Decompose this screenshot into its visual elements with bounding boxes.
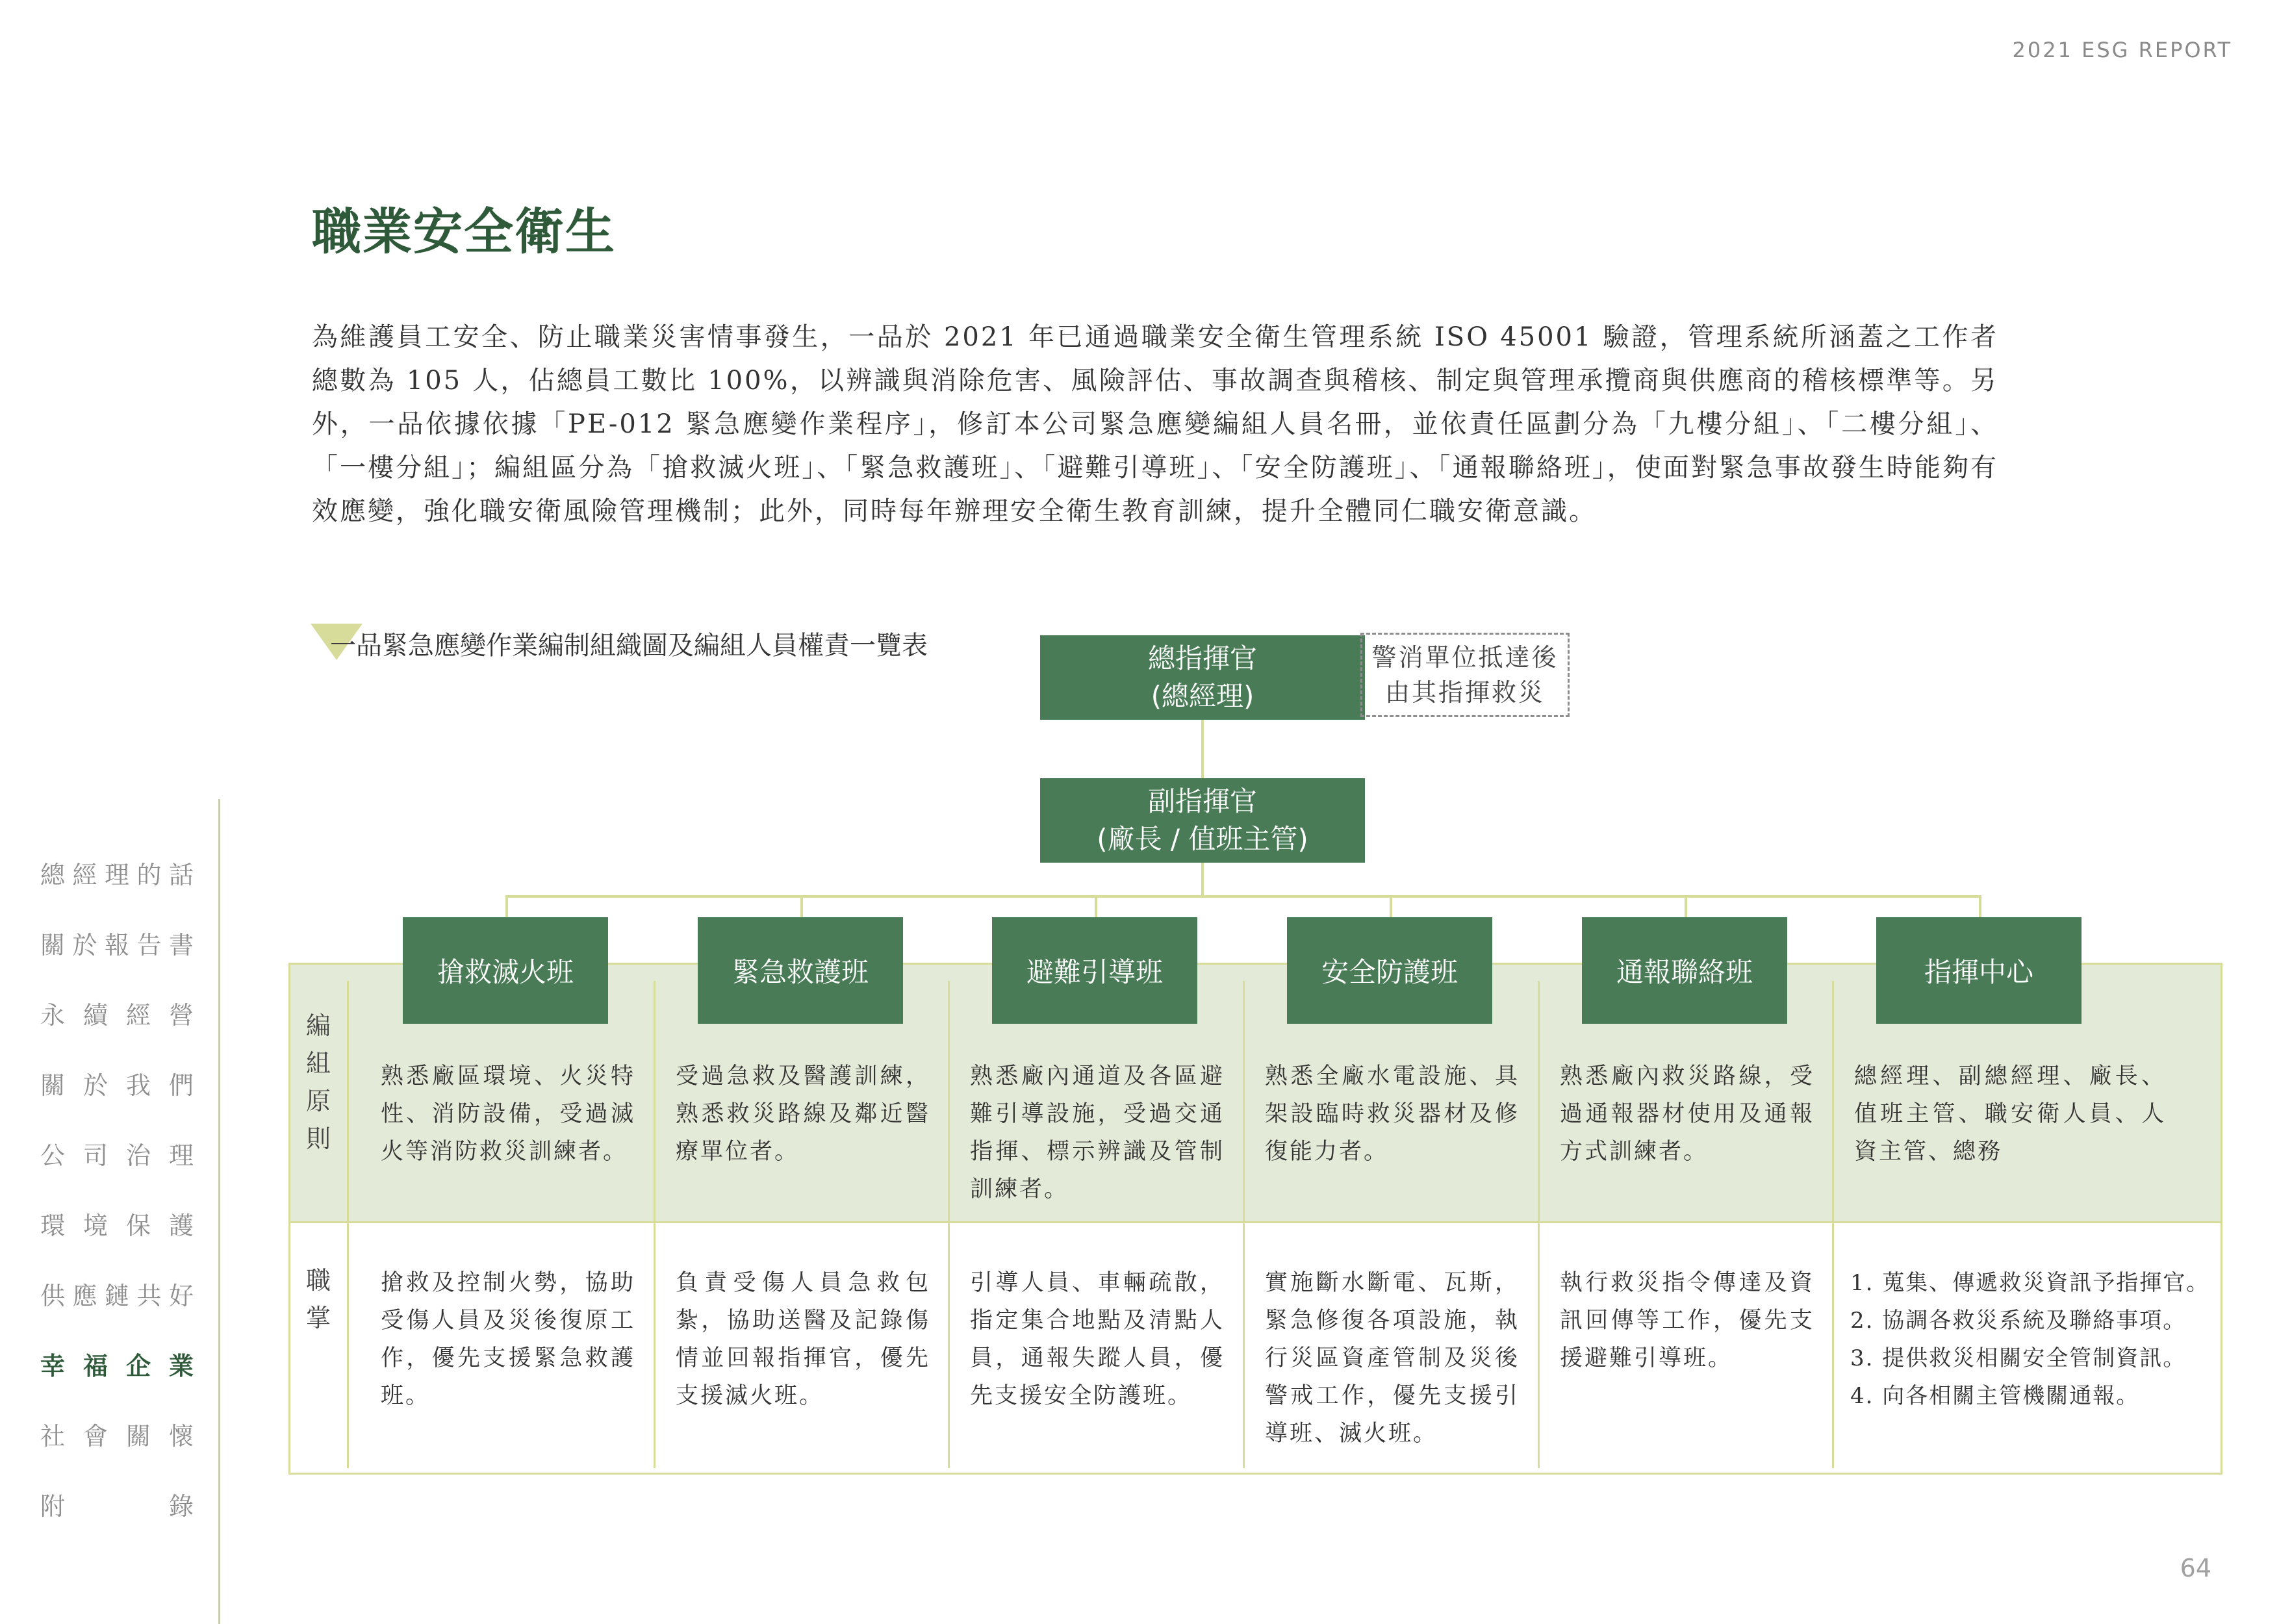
team-box-rescue-fire: 搶救滅火班 xyxy=(403,917,608,1024)
intro-paragraph: 為維護員工安全、防止職業災害情事發生，一品於 2021 年已通過職業安全衛生管理系統 ISO 45001 驗證，管理系統所涵蓋之工作者總數為 105 人，佔總員工數比 100%，以辨識與消除危害、風險評估、事故調查與稽核、制定與管理承攬商與供應商的稽核標準等。另外，一品依據依據「PE-012 緊急應變作業程序」，修訂本公司緊急應變編組人員名冊，並依責任區劃分為「九樓分組」、「二樓分組」、「一樓分組」；編組區分為「搶救滅火班」、「緊急救護班」、「避難引導班」、「安全防護班」、「通報聯絡班」，使面對緊急事故發生時能夠有效應變，強化職安衛風險管理機制；此外，同時每年辦理安全衛生教育訓練，提升全體同仁職安衛意識。 xyxy=(312,322,1998,526)
side-nav xyxy=(0,799,221,1611)
duty-cell-evacuation: 引導人員、車輛疏散，指定集合地點及清點人員，通報失蹤人員，優先支援安全防護班。 xyxy=(970,1270,1225,1409)
page-number: 64 xyxy=(2180,1554,2211,1582)
connector-drop-4 xyxy=(1390,895,1392,919)
duty-list-item: 1. 蒐集、傳遞救災資訊予指揮官。 xyxy=(1850,1270,2210,1296)
column-divider-3 xyxy=(1243,981,1245,1468)
connector-drop-2 xyxy=(800,895,803,919)
principle-cell-evacuation: 熟悉廠內通道及各區避難引導設施，受過交通指揮、標示辨識及管制訓練者。 xyxy=(970,1063,1225,1202)
duty-list-item: 4. 向各相關主管機關通報。 xyxy=(1850,1383,2140,1409)
side-nav-item[interactable]: 關 於 報 告 書 xyxy=(40,931,194,959)
duty-cell-communication: 執行救災指令傳達及資訊回傳等工作，優先支援避難引導班。 xyxy=(1560,1270,1814,1371)
column-divider-5 xyxy=(1832,981,1834,1468)
page-title: 職業安全衛生 xyxy=(312,203,616,260)
principle-cell-communication: 熟悉廠內救災路線，受過通報器材使用及通報方式訓練者。 xyxy=(1560,1063,1814,1165)
connector-commander-deputy xyxy=(1201,717,1204,782)
commander-title: 總指揮官 xyxy=(1147,642,1257,674)
connector-drop-6 xyxy=(1979,895,1981,919)
side-nav-item[interactable]: 關 於 我 們 xyxy=(40,1071,194,1100)
connector-drop-1 xyxy=(505,895,508,919)
duty-list-item: 2. 協調各救災系統及聯絡事項。 xyxy=(1850,1308,2187,1334)
duty-cell-command-center xyxy=(1850,1264,2214,1415)
column-divider-2 xyxy=(948,981,950,1468)
team-box-safety-protection: 安全防護班 xyxy=(1287,917,1492,1024)
side-nav-item[interactable]: 公 司 治 理 xyxy=(40,1141,194,1170)
principle-cell-emergency-aid: 受過急救及醫護訓練，熟悉救災路線及鄰近醫療單位者。 xyxy=(676,1063,930,1165)
side-nav-item[interactable]: 附 錄 xyxy=(40,1492,194,1521)
team-box-communication: 通報聯絡班 xyxy=(1582,917,1787,1024)
row-label-duties: 職 掌 xyxy=(305,1266,331,1332)
column-divider-1 xyxy=(654,981,656,1468)
connector-deputy-bus xyxy=(1201,863,1204,896)
section-caption: 一品緊急應變作業編制組織圖及編組人員權責一覽表 xyxy=(330,631,928,661)
side-nav-item[interactable]: 社 會 關 懷 xyxy=(40,1422,194,1451)
column-divider-label xyxy=(347,981,349,1468)
principle-cell-safety-protection: 熟悉全廠水電設施、具架設臨時救災器材及修復能力者。 xyxy=(1265,1063,1520,1165)
duty-cell-rescue-fire: 搶救及控制火勢，協助受傷人員及災後復原工作，優先支援緊急救護班。 xyxy=(381,1270,635,1409)
side-nav-item[interactable]: 供 應 鏈 共 好 xyxy=(40,1282,194,1310)
side-nav-item[interactable]: 環 境 保 護 xyxy=(40,1212,194,1240)
deputy-title: 副指揮官 xyxy=(1147,785,1257,817)
principle-cell-command-center: 總經理、副總經理、廠長、值班主管、職安衛人員、人資主管、總務 xyxy=(1854,1063,2166,1165)
deputy-role: (廠長 / 值班主管) xyxy=(1097,823,1308,855)
connector-drop-5 xyxy=(1685,895,1687,919)
duty-cell-safety-protection: 實施斷水斷電、瓦斯，緊急修復各項設施，執行災區資產管制及災後警戒工作，優先支援引導班、滅火班。 xyxy=(1265,1270,1520,1447)
deputy-box xyxy=(1040,778,1365,863)
team-box-emergency-aid: 緊急救護班 xyxy=(698,917,903,1024)
commander-note-box xyxy=(1360,633,1570,717)
commander-note-line1: 警消單位抵達後 xyxy=(1371,643,1559,672)
side-nav-item[interactable]: 永 續 經 營 xyxy=(40,1001,194,1030)
team-box-command-center: 指揮中心 xyxy=(1876,917,2082,1024)
commander-box xyxy=(1040,635,1365,720)
commander-note-line2: 由其指揮救災 xyxy=(1384,678,1545,707)
team-box-evacuation: 避難引導班 xyxy=(992,917,1197,1024)
column-divider-4 xyxy=(1538,981,1540,1468)
connector-horizontal-bus xyxy=(505,895,1980,898)
side-nav-divider xyxy=(218,799,220,1624)
duty-cell-emergency-aid: 負責受傷人員急救包紮，協助送醫及記錄傷情並回報指揮官，優先支援滅火班。 xyxy=(676,1270,930,1409)
commander-role: (總經理) xyxy=(1151,680,1254,712)
report-tag: 2021 ESG REPORT xyxy=(2012,38,2232,62)
row-label-principles: 編 組 原 則 xyxy=(305,1011,331,1153)
principle-cell-rescue-fire: 熟悉廠區環境、火災特性、消防設備，受過滅火等消防救災訓練者。 xyxy=(381,1063,635,1165)
connector-drop-3 xyxy=(1095,895,1097,919)
side-nav-item[interactable]: 總 經 理 的 話 xyxy=(40,861,194,889)
side-nav-item[interactable]: 幸 福 企 業 xyxy=(40,1352,194,1380)
duty-list-item: 3. 提供救災相關安全管制資訊。 xyxy=(1850,1345,2187,1371)
